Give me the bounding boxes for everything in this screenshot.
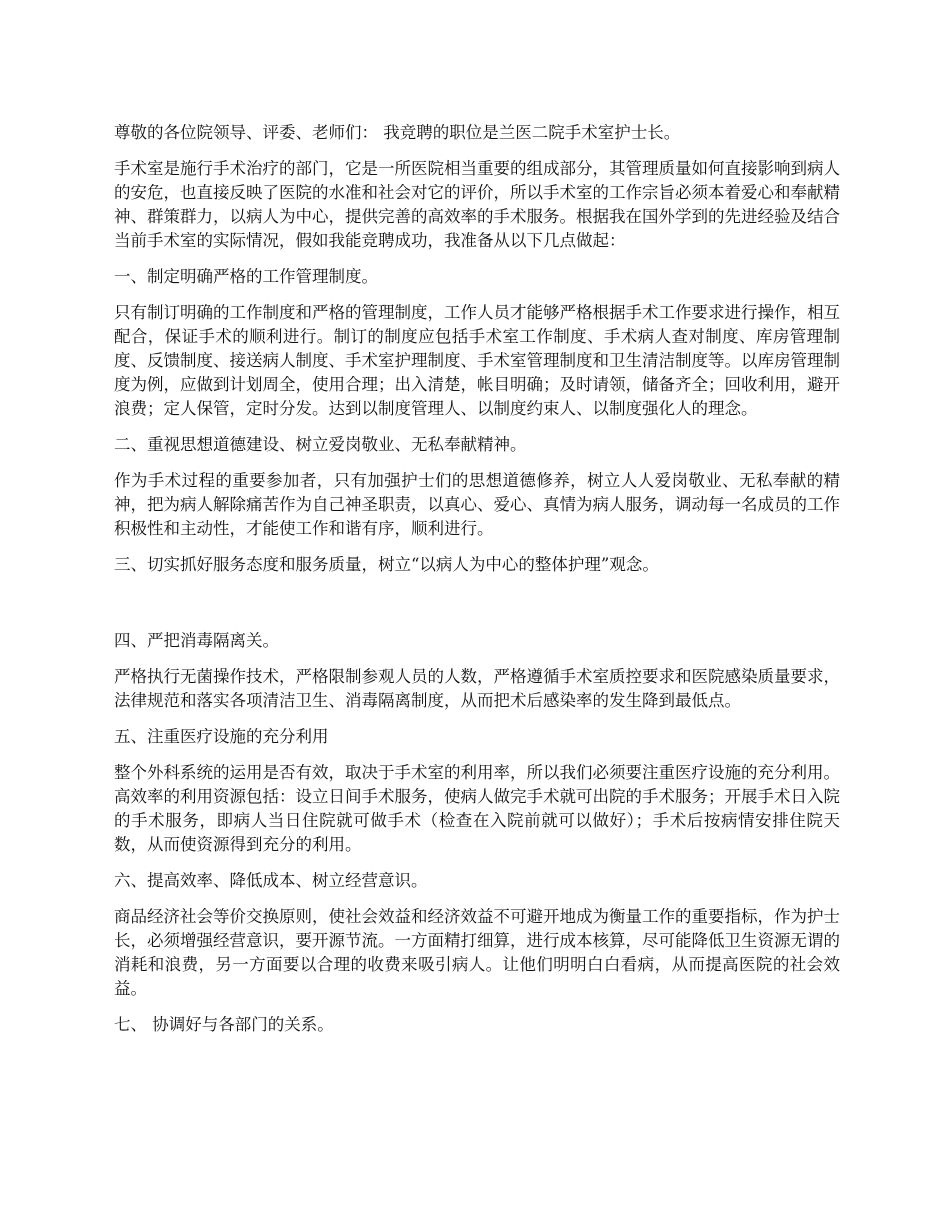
section-body-4: 严格执行无菌操作技术，严格限制参观人员的人数，严格遵循手术室质控要求和医院感染质量要求，法律规范和落实各项清洁卫生、消毒隔离制度，从而把术后感染率的发生降到最低点。 [114,667,840,710]
section-heading-3: 三、切实抓好服务态度和服务质量，树立“以病人为中心的整体护理”观念。 [114,555,659,574]
section-body-6: 商品经济社会等价交换原则，使社会效益和经济效益不可避开地成为衡量工作的重要指标，作为护士长，必须增强经营意识，要开源节流。一方面精打细算，进行成本核算，尽可能降低卫生资源无谓的消耗和浪费，另一方面要以合理的收费来吸引病人。让他们明明白白看病，从而提高医院的社会效益。 [114,907,840,998]
section-heading-7: 七、 协调好与各部门的关系。 [114,1015,334,1034]
section-heading-6: 六、提高效率、降低成本、树立经营意识。 [114,871,428,890]
section-heading-1: 一、制定明确严格的工作管理制度。 [114,267,378,286]
section-heading-5: 五、注重医疗设施的充分利用 [114,727,329,746]
section-heading-2: 二、重视思想道德建设、树立爱岗敬业、无私奉献精神。 [114,435,527,454]
blank-gap [114,589,840,629]
section-heading-4: 四、严把消毒隔离关。 [114,631,279,650]
section-body-2: 作为手术过程的重要参加者，只有加强护士们的思想道德修养，树立人人爱岗敬业、无私奉献的精神，把为病人解除痛苦作为自己神圣职责，以真心、爱心、真情为病人服务，调动每一名成员的工作积极性和主动性，才能使工作和谐有序，顺利进行。 [114,471,840,538]
section-body-5: 整个外科系统的运用是否有效，取决于手术室的利用率，所以我们必须要注重医疗设施的充分利用。高效率的利用资源包括：设立日间手术服务，使病人做完手术就可出院的手术服务；开展手术日入院的手术服务，即病人当日住院就可做手术（检查在入院前就可以做好）；手术后按病情安排住院天数，从而使资源得到充分的利用。 [114,763,840,854]
section-body-1: 只有制订明确的工作制度和严格的管理制度，工作人员才能够严格根据手术工作要求进行操作，相互配合，保证手术的顺利进行。制订的制度应包括手术室工作制度、手术病人查对制度、库房管理制度、反馈制度、接送病人制度、手术室护理制度、手术室管理制度和卫生清洁制度等。以库房管理制度为例，应做到计划周全，使用合理；出入清楚，帐目明确；及时请领，储备齐全；回收利用，避开浪费；定人保管，定时分发。达到以制度管理人、以制度约束人、以制度强化人的理念。 [114,303,840,418]
intro-paragraph: 手术室是施行手术治疗的部门，它是一所医院相当重要的组成部分，其管理质量如何直接影响到病人的安危，也直接反映了医院的水准和社会对它的评价，所以手术室的工作宗旨必须本着爱心和奉献精神、群策群力，以病人为中心，提供完善的高效率的手术服务。根据我在国外学到的先进经验及结合当前手术室的实际情况，假如我能竞聘成功，我准备从以下几点做起： [114,159,840,250]
salutation-paragraph: 尊敬的各位院领导、评委、老师们： 我竞聘的职位是兰医二院手术室护士长。 [114,123,681,142]
document-body [114,121,840,1049]
